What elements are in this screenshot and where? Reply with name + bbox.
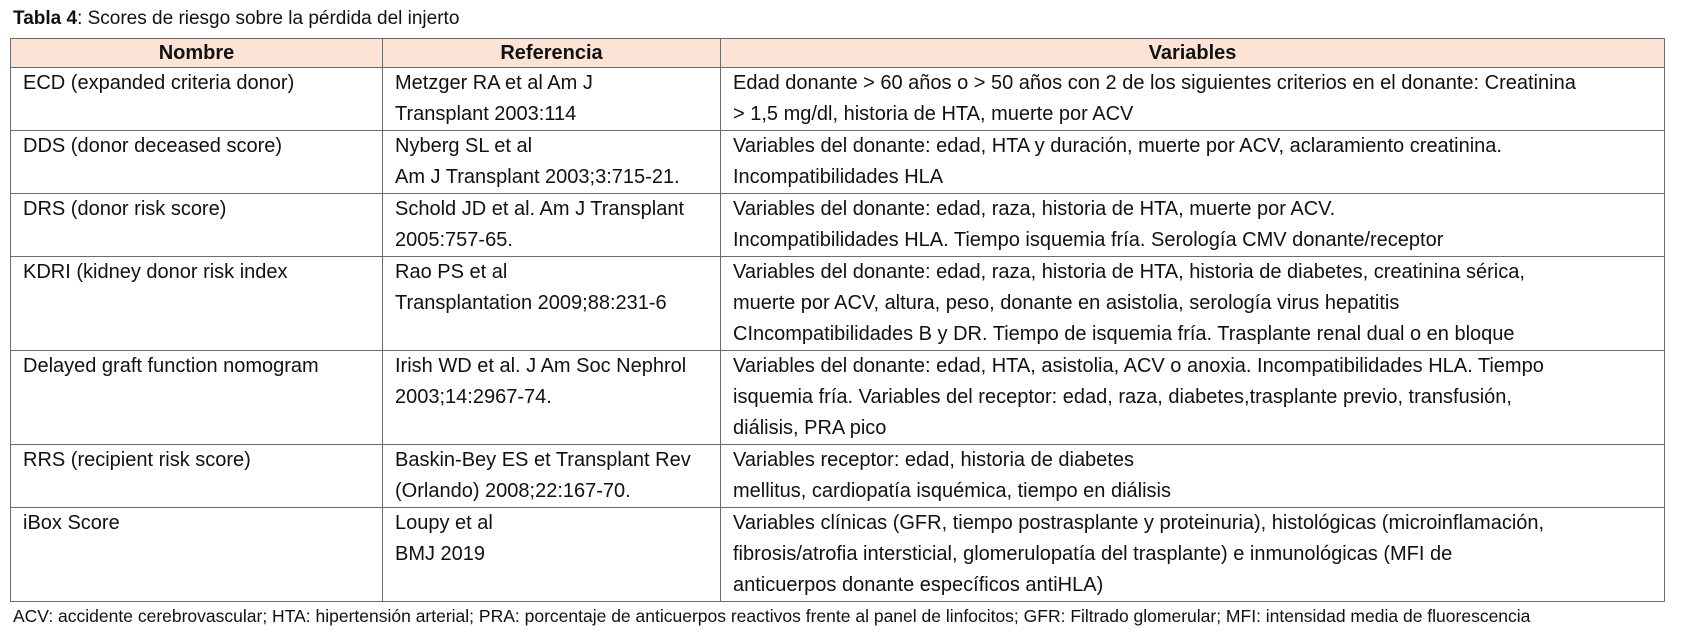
header-variables: Variables — [721, 39, 1665, 68]
table-row — [11, 68, 1665, 131]
header-referencia: Referencia — [383, 39, 721, 68]
cell-variables — [721, 131, 1665, 194]
cell-referencia — [383, 257, 721, 351]
cell-line: muerte por ACV, altura, peso, donante en asistolia, serología virus hepatitis — [733, 292, 1400, 314]
table-row — [11, 351, 1665, 445]
cell-line: anticuerpos donante específicos antiHLA) — [733, 574, 1104, 596]
cell-line: isquemia fría. Variables del receptor: edad, raza, diabetes,trasplante previo, transfusión, — [733, 386, 1512, 408]
cell-line: KDRI (kidney donor risk index — [23, 261, 288, 283]
cell-variables — [721, 68, 1665, 131]
table-row — [11, 257, 1665, 351]
cell-line: Variables del donante: edad, raza, historia de HTA, historia de diabetes, creatinina sérica, — [733, 261, 1525, 283]
cell-line: Am J Transplant 2003;3:715-21. — [395, 166, 680, 188]
cell-line: mellitus, cardiopatía isquémica, tiempo en diálisis — [733, 480, 1171, 502]
cell-variables — [721, 194, 1665, 257]
cell-line: Schold JD et al. Am J Transplant — [395, 198, 685, 220]
table-row — [11, 445, 1665, 508]
cell-nombre — [11, 194, 383, 257]
risk-scores-table — [10, 38, 1665, 602]
cell-line: DDS (donor deceased score) — [23, 135, 283, 157]
cell-line: BMJ 2019 — [395, 543, 486, 565]
cell-line: 2003;14:2967-74. — [395, 386, 552, 408]
cell-variables — [721, 351, 1665, 445]
cell-referencia — [383, 351, 721, 445]
cell-nombre — [11, 257, 383, 351]
cell-line: iBox Score — [23, 512, 120, 534]
cell-nombre — [11, 445, 383, 508]
cell-line: Baskin-Bey ES et Transplant Rev — [395, 449, 691, 471]
cell-line: Variables del donante: edad, HTA, asistolia, ACV o anoxia. Incompatibilidades HLA. Tiempo — [733, 355, 1544, 377]
cell-line: Variables del donante: edad, HTA y duración, muerte por ACV, aclaramiento creatinina. — [733, 135, 1502, 157]
cell-line: Transplantation 2009;88:231-6 — [395, 292, 667, 314]
cell-line: fibrosis/atrofia intersticial, glomerulopatía del trasplante) e inmunológicas (MFI de — [733, 543, 1453, 565]
caption-text: : Scores de riesgo sobre la pérdida del injerto — [77, 8, 460, 29]
cell-line: Edad donante > 60 años o > 50 años con 2 de los siguientes criterios en el donante: Creatinina — [733, 72, 1576, 94]
header-row — [11, 39, 1665, 68]
table-row — [11, 508, 1665, 602]
table-body — [11, 68, 1665, 602]
cell-line: ECD (expanded criteria donor) — [23, 72, 295, 94]
table-row — [11, 131, 1665, 194]
cell-variables — [721, 445, 1665, 508]
cell-line: Nyberg SL et al — [395, 135, 533, 157]
cell-nombre — [11, 131, 383, 194]
cell-line: CIncompatibilidades B y DR. Tiempo de isquemia fría. Trasplante renal dual o en bloque — [733, 323, 1515, 345]
cell-line: Delayed graft function nomogram — [23, 355, 319, 377]
cell-line: Variables clínicas (GFR, tiempo postrasplante y proteinuria), histológicas (microinflamación, — [733, 512, 1545, 534]
cell-line: Rao PS et al — [395, 261, 508, 283]
cell-nombre — [11, 68, 383, 131]
cell-line: RRS (recipient risk score) — [23, 449, 251, 471]
table-row — [11, 194, 1665, 257]
cell-referencia — [383, 194, 721, 257]
cell-line: Variables receptor: edad, historia de diabetes — [733, 449, 1134, 471]
cell-line: Loupy et al — [395, 512, 493, 534]
cell-nombre — [11, 508, 383, 602]
cell-referencia — [383, 508, 721, 602]
cell-line: > 1,5 mg/dl, historia de HTA, muerte por ACV — [733, 103, 1134, 125]
cell-line: Transplant 2003:114 — [395, 103, 577, 125]
cell-line: DRS (donor risk score) — [23, 198, 227, 220]
caption-label: Tabla 4 — [13, 8, 78, 29]
cell-line: 2005:757-65. — [395, 229, 513, 251]
header-nombre: Nombre — [11, 39, 383, 68]
cell-line: Variables del donante: edad, raza, historia de HTA, muerte por ACV. — [733, 198, 1336, 220]
footnote: ACV: accidente cerebrovascular; HTA: hipertensión arterial; PRA: porcentaje de anticuerpos reactivos frente al panel de linfocitos; GFR: Filtrado glomerular; MFI: intensidad media de fluorescencia — [13, 606, 1531, 626]
cell-line: Irish WD et al. J Am Soc Nephrol — [395, 355, 687, 377]
cell-line: Incompatibilidades HLA. Tiempo isquemia fría. Serología CMV donante/receptor — [733, 229, 1444, 251]
table-caption — [13, 6, 459, 32]
cell-line: Incompatibilidades HLA — [733, 166, 944, 188]
cell-line: Metzger RA et al Am J — [395, 72, 593, 94]
cell-referencia — [383, 445, 721, 508]
cell-line: diálisis, PRA pico — [733, 417, 887, 439]
cell-nombre — [11, 351, 383, 445]
cell-referencia — [383, 131, 721, 194]
cell-variables — [721, 257, 1665, 351]
cell-referencia — [383, 68, 721, 131]
cell-variables — [721, 508, 1665, 602]
cell-line: (Orlando) 2008;22:167-70. — [395, 480, 631, 502]
